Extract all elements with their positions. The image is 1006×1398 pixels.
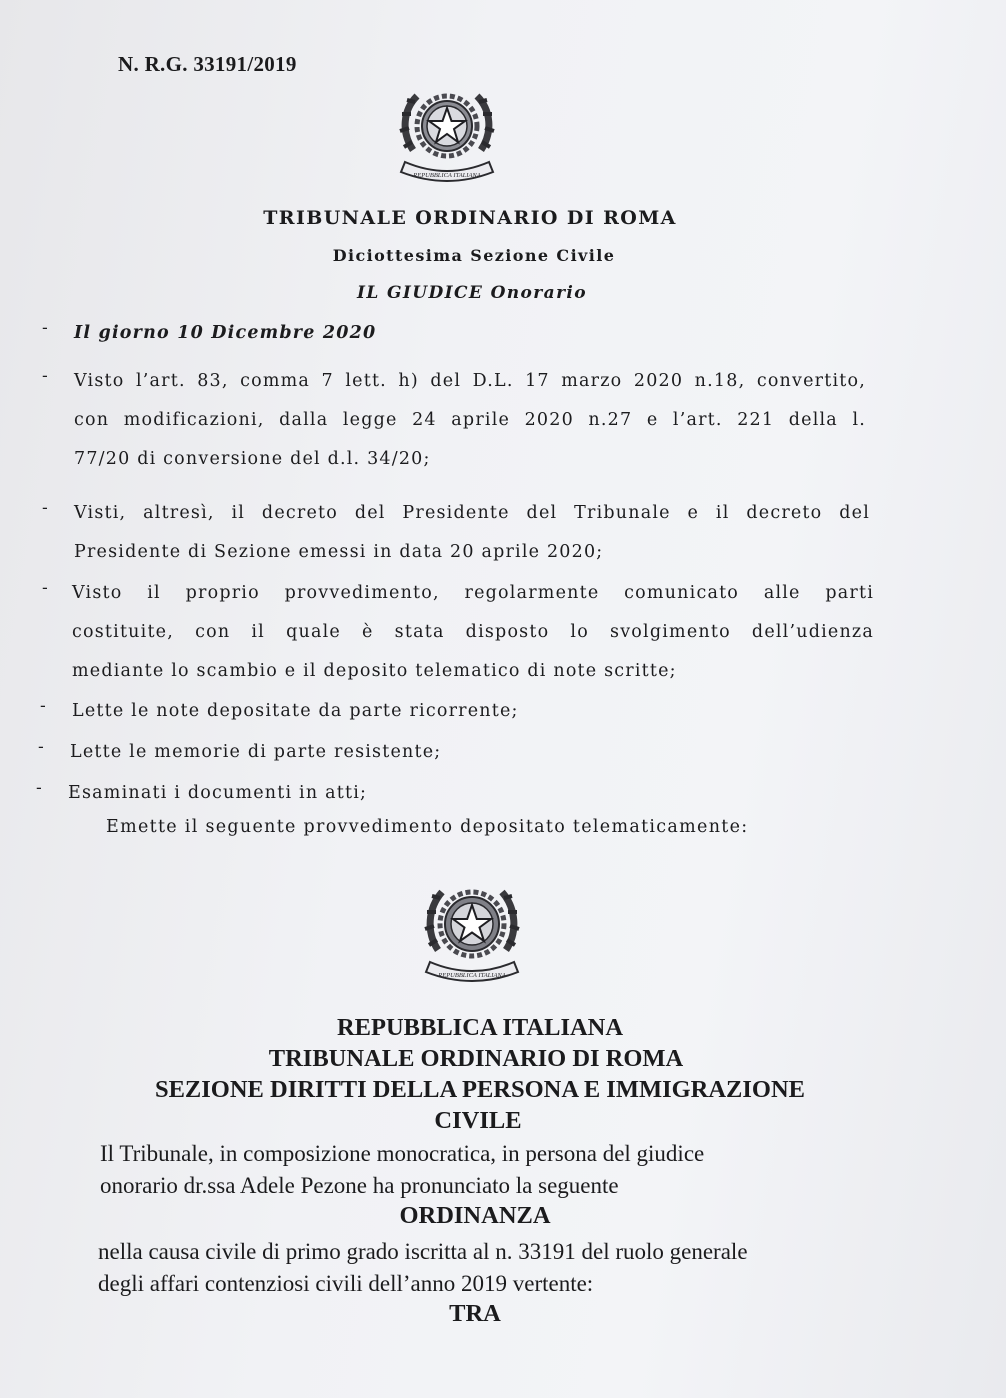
text-line: Visto l’art. 83, comma 7 lett. h) del D.L. 17 marzo 2020 n.18, convertito,	[74, 371, 866, 391]
svg-text:REPUBBLICA ITALIANA: REPUBBLICA ITALIANA	[413, 172, 481, 179]
text-line: Il Tribunale, in composizione monocratica, in persona del giudice	[100, 1141, 705, 1166]
esaminati-line: Esaminati i documenti in atti;	[68, 783, 368, 803]
sezione-heading: Diciottesima Sezione Civile	[332, 246, 616, 265]
text-line: costituite, con il quale è stata disposto lo svolgimento dell’udienza	[72, 622, 874, 642]
text-line: onorario dr.ssa Adele Pezone ha pronunciato la seguente	[100, 1173, 619, 1198]
giudice-heading: IL GIUDICE Onorario	[356, 283, 588, 303]
civile-heading: CIVILE	[434, 1107, 522, 1134]
bullet-dash: -	[42, 366, 48, 386]
tribunale-heading-2: TRIBUNALE ORDINARIO DI ROMA	[268, 1045, 684, 1072]
lette-note-line: Lette le note depositate da parte ricorrente;	[72, 701, 519, 721]
bullet-dash: -	[36, 778, 42, 798]
text-line: Visti, altresì, il decreto del Presidente del Tribunale e il decreto del	[74, 503, 870, 523]
ordinanza-heading: ORDINANZA	[399, 1202, 551, 1229]
bullet-dash: -	[40, 696, 46, 716]
tribunale-heading: TRIBUNALE ORDINARIO DI ROMA	[263, 207, 677, 229]
intro-paragraph	[100, 1138, 704, 1202]
repubblica-heading: REPUBBLICA ITALIANA	[336, 1014, 624, 1041]
visto-provvedimento-paragraph	[72, 574, 874, 691]
text-line: Visto il proprio provvedimento, regolarmente comunicato alle parti	[72, 583, 874, 603]
tra-heading: TRA	[449, 1300, 501, 1327]
bullet-dash: -	[42, 578, 48, 598]
lette-memorie-line: Lette le memorie di parte resistente;	[70, 742, 442, 762]
text-line: con modificazioni, dalla legge 24 aprile 2020 n.27 e l’art. 221 della l.	[74, 410, 866, 430]
emette-line: Emette il seguente provvedimento depositato telematicamente:	[106, 817, 749, 837]
italian-emblem-icon	[395, 80, 499, 186]
causa-paragraph	[98, 1236, 748, 1300]
bullet-dash: -	[42, 318, 48, 338]
rg-number: N. R.G. 33191/2019	[118, 52, 297, 76]
bullet-dash: -	[38, 737, 44, 757]
text-line: 77/20 di conversione del d.l. 34/20;	[74, 449, 431, 469]
svg-text:REPUBBLICA ITALIANA: REPUBBLICA ITALIANA	[438, 972, 506, 979]
text-line: degli affari contenziosi civili dell’anno 2019 vertente:	[98, 1271, 594, 1296]
text-line: mediante lo scambio e il deposito telematico di note scritte;	[72, 661, 677, 681]
visti-altresi-paragraph	[74, 494, 870, 572]
sezione-diritti-heading: SEZIONE DIRITTI DELLA PERSONA E IMMIGRAZIONE	[154, 1076, 806, 1103]
text-line: Presidente di Sezione emessi in data 20 aprile 2020;	[74, 542, 604, 562]
italian-emblem-icon	[420, 876, 524, 988]
giorno-line: Il giorno 10 Dicembre 2020	[74, 323, 377, 343]
text-line: nella causa civile di primo grado iscritta al n. 33191 del ruolo generale	[98, 1239, 748, 1264]
visto-art-paragraph	[74, 362, 866, 479]
bullet-dash: -	[42, 498, 48, 518]
